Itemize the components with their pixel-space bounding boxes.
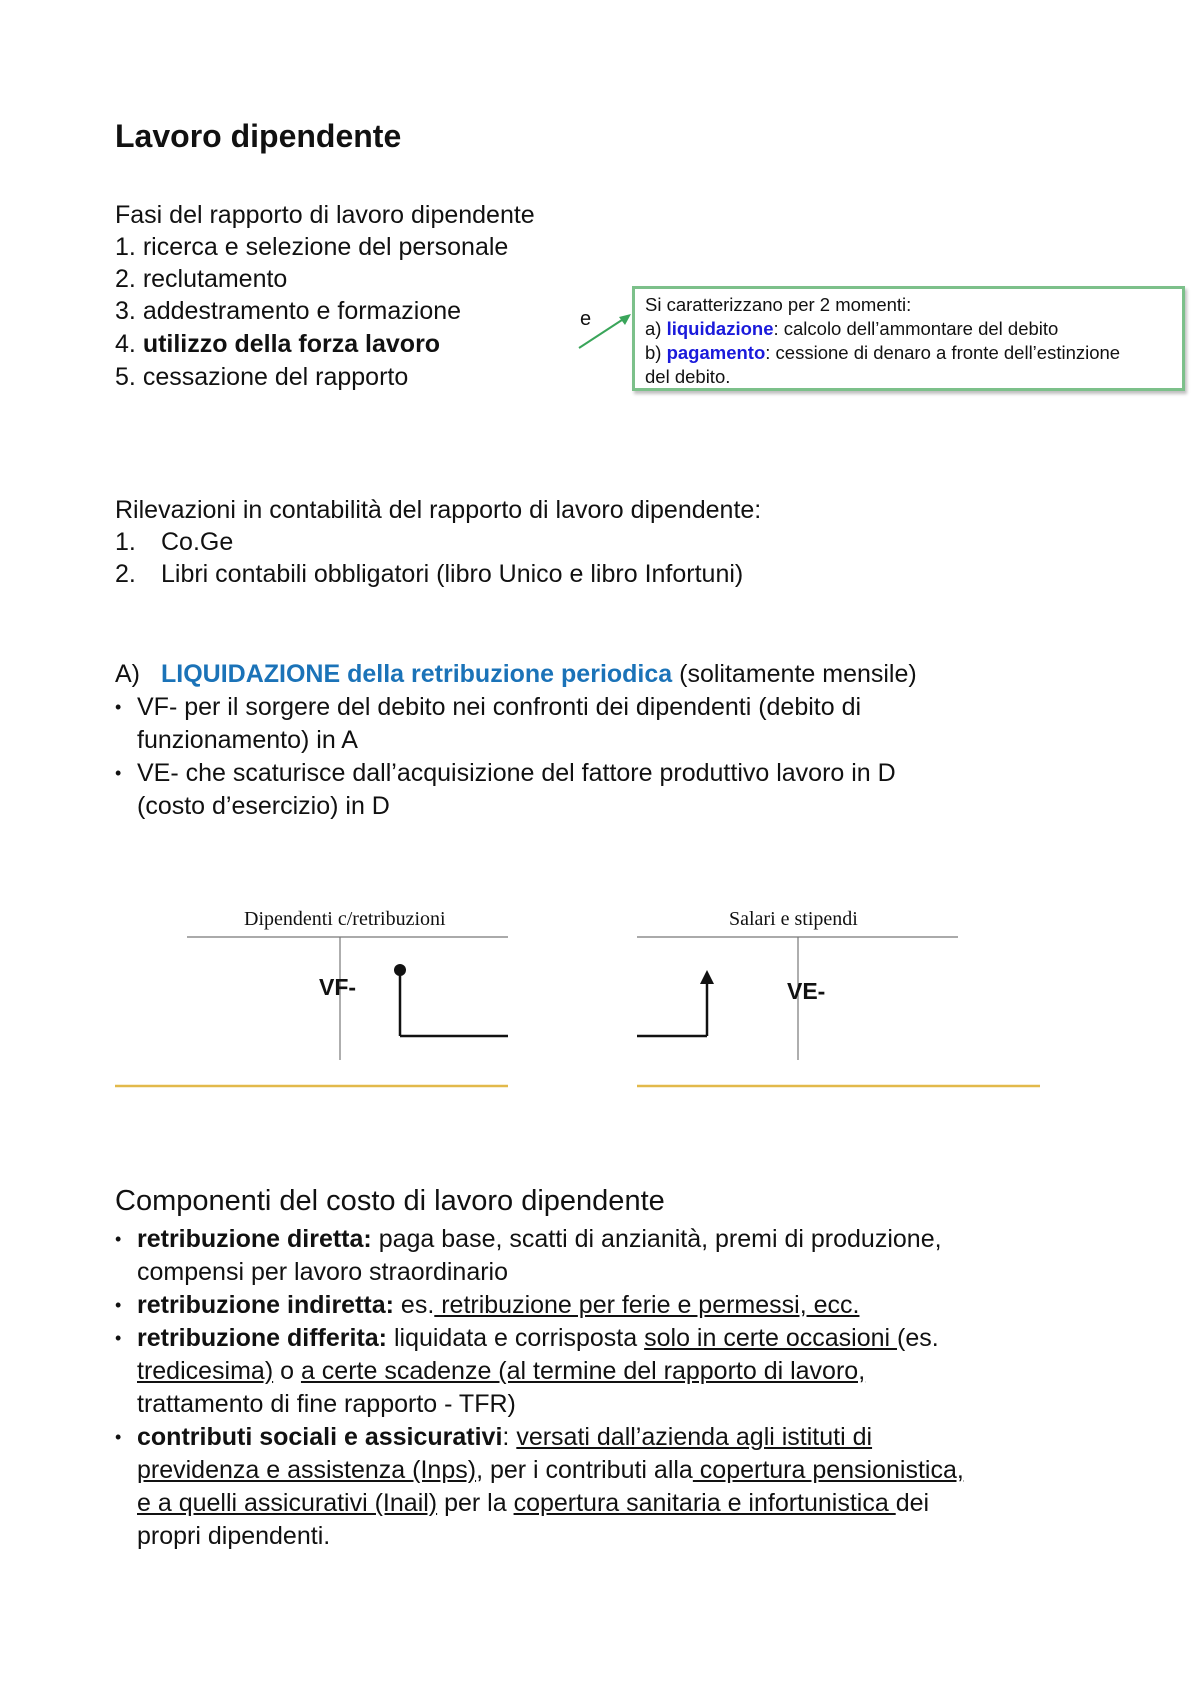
component-label: retribuzione differita:: [137, 1324, 388, 1352]
note-a-prefix: a): [645, 318, 667, 339]
component-text: :: [502, 1423, 517, 1451]
section-a-prefix: A): [115, 660, 140, 688]
component-text: es.: [393, 1291, 435, 1319]
component-text: paga base, scatti di anzianità, premi di produzione,: [371, 1225, 942, 1253]
phase-text: reclutamento: [142, 265, 288, 293]
note-line-b: [645, 341, 1172, 365]
component-4-cont-3: propri dipendenti.: [137, 1522, 331, 1550]
connector-arrow-icon: [575, 312, 635, 352]
section-a-bullet-1: [115, 691, 861, 723]
phases-heading: Fasi del rapporto di lavoro dipendente: [115, 201, 535, 229]
phase-text: cessazione del rapporto: [142, 363, 409, 391]
phase-text: ricerca e selezione del personale: [142, 233, 509, 261]
component-text: (es.: [897, 1324, 939, 1352]
component-4-cont-2: [115, 1487, 929, 1519]
section-a-title-rest: (solitamente mensile): [672, 660, 917, 688]
records-heading: Rilevazioni in contabilità del rapporto di lavoro dipendente:: [115, 496, 762, 524]
component-underlined: solo in certe occasioni: [644, 1324, 898, 1352]
phase-text: utilizzo della forza lavoro: [142, 330, 441, 358]
records-item-1: [115, 526, 233, 558]
note-line-a: [645, 317, 1172, 341]
section-a-bullet-1-cont: funzionamento) in A: [137, 726, 358, 754]
component-text: o: [273, 1357, 301, 1385]
component-text: dei: [895, 1489, 930, 1517]
phase-num: 4.: [115, 330, 136, 358]
components-heading: Componenti del costo di lavoro dipendente: [115, 1185, 665, 1217]
component-4-cont: [115, 1454, 964, 1486]
bullet-icon: •: [115, 1229, 122, 1249]
connector-label: e: [580, 308, 592, 330]
ledger-right-arrow-icon: [700, 970, 714, 984]
component-1-cont: compensi per lavoro straordinario: [137, 1258, 509, 1286]
bullet-text: VF- per il sorgere del debito nei confronti dei dipendenti (debito di: [137, 693, 862, 721]
component-underlined: e a quelli assicurativi (Inail): [137, 1489, 438, 1517]
component-underlined: versati dall’azienda agli istituti di: [516, 1423, 873, 1451]
ledger-left-title: Dipendenti c/retribuzioni: [244, 908, 446, 930]
ledger-right-label: VE-: [787, 978, 826, 1004]
phase-item-1: [115, 231, 508, 263]
records-num: 1.: [115, 528, 136, 556]
component-underlined: retribuzione per ferie e permessi, ecc.: [434, 1291, 860, 1319]
ledger-diagram: [0, 900, 1200, 1100]
records-text: Co.Ge: [161, 528, 234, 556]
component-underlined: copertura pensionistica,: [692, 1456, 964, 1484]
component-underlined: tredicesima): [137, 1357, 274, 1385]
note-b-key: pagamento: [666, 342, 766, 363]
records-text: Libri contabili obbligatori (libro Unico e libro Infortuni): [161, 560, 744, 588]
bullet-icon: •: [115, 1427, 122, 1447]
section-a-heading: [115, 658, 917, 690]
component-underlined: a certe scadenze (al termine del rapporto di lavoro,: [300, 1357, 866, 1385]
bullet-icon: •: [115, 697, 122, 717]
section-a-bullet-2-cont: (costo d’esercizio) in D: [137, 792, 390, 820]
phase-num: 5.: [115, 363, 136, 391]
note-line-b2: del debito.: [645, 366, 731, 387]
component-1: [115, 1223, 942, 1255]
phase-text: addestramento e formazione: [142, 297, 462, 325]
bullet-icon: •: [115, 1295, 122, 1315]
component-text: liquidata e corrisposta: [387, 1324, 645, 1352]
page-title: Lavoro dipendente: [115, 118, 402, 154]
bullet-icon: •: [115, 763, 122, 783]
records-num: 2.: [115, 560, 136, 588]
component-label: retribuzione indiretta:: [137, 1291, 394, 1319]
component-label: contributi sociali e assicurativi: [137, 1423, 503, 1451]
component-underlined: copertura sanitaria e infortunistica: [513, 1489, 896, 1517]
phase-num: 1.: [115, 233, 136, 261]
note-b-prefix: b): [645, 342, 667, 363]
phase-item-4: [115, 328, 440, 360]
ledger-left-label: VF-: [319, 974, 357, 1000]
component-4: [115, 1421, 872, 1453]
section-a-title: LIQUIDAZIONE della retribuzione periodica: [161, 660, 673, 688]
note-b-text: : cessione di denaro a fronte dell’estinzione: [765, 342, 1121, 363]
phase-num: 3.: [115, 297, 136, 325]
phase-item-5: [115, 361, 408, 393]
bullet-text: VE- che scaturisce dall’acquisizione del fattore produttivo lavoro in D: [137, 759, 896, 787]
note-box: [632, 286, 1185, 391]
component-text: , per i contributi alla: [476, 1456, 693, 1484]
component-label: retribuzione diretta:: [137, 1225, 372, 1253]
phase-num: 2.: [115, 265, 136, 293]
phase-item-3: [115, 295, 461, 327]
phase-item-2: [115, 263, 287, 295]
records-item-2: [115, 558, 743, 590]
note-a-key: liquidazione: [666, 318, 774, 339]
bullet-icon: •: [115, 1328, 122, 1348]
component-text: per la: [437, 1489, 514, 1517]
note-line-1: Si caratterizzano per 2 momenti:: [645, 294, 912, 315]
ledger-right-title: Salari e stipendi: [729, 908, 858, 930]
component-3-cont-2: trattamento di fine rapporto - TFR): [137, 1390, 516, 1418]
component-2: [115, 1289, 859, 1321]
note-a-text: : calcolo dell’ammontare del debito: [773, 318, 1059, 339]
component-underlined: previdenza e assistenza (Inps): [137, 1456, 477, 1484]
component-3: [115, 1322, 939, 1354]
section-a-bullet-2: [115, 757, 896, 789]
component-3-cont: [115, 1355, 865, 1387]
